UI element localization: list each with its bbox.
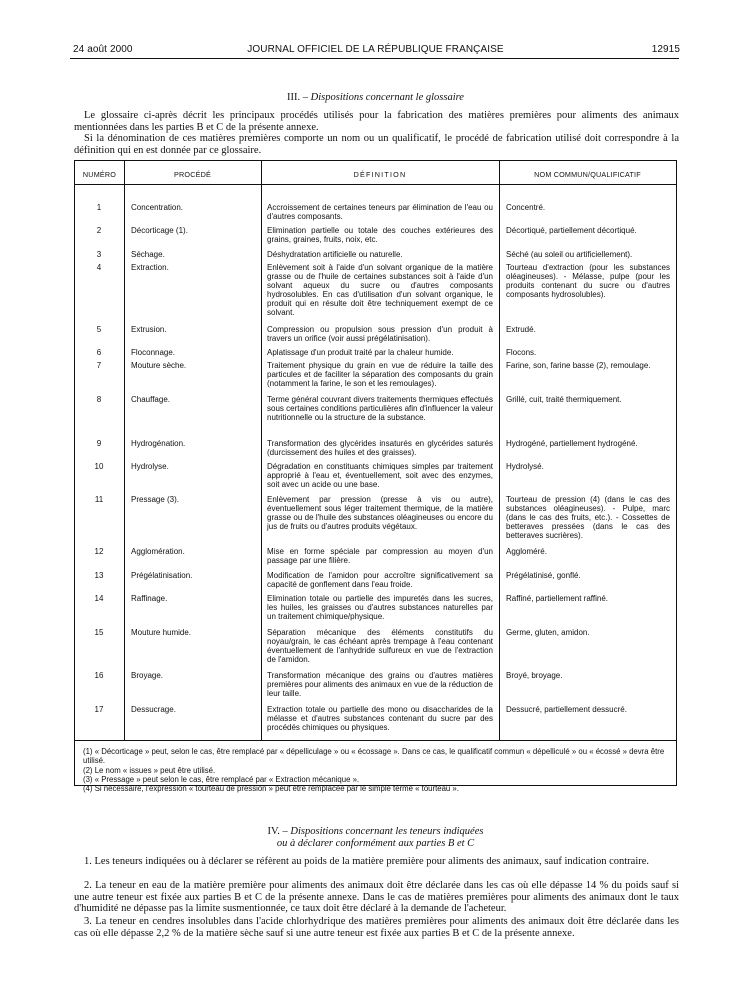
row-procede: Extrusion.	[131, 325, 167, 334]
row-definition: Enlèvement par pression (presse à vis ou autre), éventuellement sous léger traitement thermique, de la matière grasse ou de l'huile des substances oléagineuses ou encore du jus de fruits ou d'autres produits végétaux.	[267, 495, 493, 532]
row-definition: Dégradation en constituants chimiques simples par traitement approprié à l'eau et, éventuellement, soit avec des enzymes, soit avec un acide ou une base.	[267, 462, 493, 490]
column-divider	[261, 161, 262, 741]
row-definition: Enlèvement soit à l'aide d'un solvant organique de la matière grasse ou de l'huile de certaines substances soit à l'aide d'un solvant aqueux du sucre ou d'autres composants hydrosolubles. En cas d'utilisation d'un solvant organique, le produit qui en résulte doit être techniquement exempt de ce solvant.	[267, 263, 493, 318]
row-nom: Grillé, cuit, traité thermiquement.	[506, 395, 622, 404]
row-procede: Broyage.	[131, 671, 164, 680]
row-definition: Transformation des glycérides insaturés en glycérides saturés (durcissement des huiles et des graisses).	[267, 439, 493, 458]
footnote-1: (1) « Décorticage » peut, selon le cas, être remplacé par « dépelliculage » ou « écossage ». Dans ce cas, le qualificatif commun « dépelliculé » ou « écossé » devra être utilisé.	[83, 747, 665, 766]
section-3-title	[0, 92, 751, 103]
row-procede: Pressage (3).	[131, 495, 180, 504]
row-procede: Concentration.	[131, 203, 184, 212]
row-procede: Extraction.	[131, 263, 169, 272]
header-rule	[70, 58, 679, 59]
row-number: 10	[94, 462, 104, 471]
section-4-title-line-1: Dispositions concernant les teneurs indiquées	[290, 826, 484, 837]
row-nom: Prégélatinisé, gonflé.	[506, 571, 581, 580]
row-number: 13	[94, 571, 104, 580]
row-number: 6	[96, 348, 102, 357]
column-header-definition: DÉFINITION	[353, 170, 407, 179]
row-number: 3	[96, 250, 102, 259]
row-number: 8	[96, 395, 102, 404]
header-date: 24 août 2000	[73, 44, 133, 55]
section-4-number: IV. –	[267, 826, 288, 837]
row-procede: Dessucrage.	[131, 705, 176, 714]
row-nom: Farine, son, farine basse (2), remoulage.	[506, 361, 651, 370]
row-procede: Décorticage (1).	[131, 226, 188, 235]
row-definition: Accroissement de certaines teneurs par élimination de l'eau ou d'autres composants.	[267, 203, 493, 222]
row-number: 4	[96, 263, 102, 272]
column-divider	[124, 161, 125, 741]
row-nom: Aggloméré.	[506, 547, 547, 556]
header-row-divider	[75, 184, 676, 185]
row-definition: Terme général couvrant divers traitements thermiques effectués sous certaines conditions particulières afin d'influencer la valeur nutritionnelle ou la structure de la substance.	[267, 395, 493, 423]
row-number: 7	[96, 361, 102, 370]
row-procede: Séchage.	[131, 250, 165, 259]
header-journal-title: JOURNAL OFFICIEL DE LA RÉPUBLIQUE FRANÇAISE	[247, 44, 504, 55]
row-nom: Tourteau d'extraction (pour les substances oléagineuses). - Mélasse, pulpe (pour les produits contenant du sucre ou d'autres composants hydrosolubles).	[506, 263, 670, 300]
column-header-nom: NOM COMMUN/QUALIFICATIF	[534, 170, 641, 179]
row-definition: Aplatissage d'un produit traité par la chaleur humide.	[267, 348, 454, 357]
column-header-procede: PROCÉDÉ	[174, 170, 211, 179]
table-footnotes	[83, 747, 668, 793]
row-definition: Mise en forme spéciale par compression au moyen d'un passage par une filière.	[267, 547, 493, 566]
row-definition: Modification de l'amidon pour accroître significativement sa capacité de gonflement dans l'eau froide.	[267, 571, 493, 590]
footnote-2: (2) Le nom « issues » peut être utilisé.	[83, 765, 216, 775]
row-definition: Séparation mécanique des éléments constitutifs du noyau/grain, le cas échéant après trempage à l'eau contenant éventuellement de l'anhydride sulfureux en vue de l'extraction de l'amidon.	[267, 628, 493, 665]
row-procede: Prégélatinisation.	[131, 571, 193, 580]
row-procede: Mouture sèche.	[131, 361, 187, 370]
row-number: 15	[94, 628, 104, 637]
row-procede: Mouture humide.	[131, 628, 192, 637]
section-4-paragraph-2: 2. La teneur en eau de la matière première pour aliments des animaux doit être déclarée dans les cas où elle dépasse 14 % du poids sauf si une autre teneur est fixée aux parties B et C de la présente annexe. Dans le cas de matières premières pour aliments des animaux dont le taux d'humidité ne dépasse pas la limite susmentionnée, ce taux doit être déclaré à la demande de l'acheteur.	[74, 880, 679, 914]
section-4-title-line-2: ou à déclarer conformément aux parties B et C	[276, 838, 475, 849]
row-definition: Transformation mécanique des grains ou d'autres matières premières pour aliments des animaux en vue de la réduction de leur taille.	[267, 671, 493, 699]
row-number: 2	[96, 226, 102, 235]
row-number: 16	[94, 671, 104, 680]
row-nom: Concentré.	[506, 203, 546, 212]
column-header-numero: NUMÉRO	[82, 170, 117, 179]
row-nom: Hydrolysé.	[506, 462, 544, 471]
row-procede: Raffinage.	[131, 594, 168, 603]
row-nom: Tourteau de pression (4) (dans le cas des substances oléagineuses). - Pulpe, marc (dans le cas des fruits, etc.). - Cossettes de betteraves pressées (dans le cas des betteraves sucrières).	[506, 495, 670, 541]
row-number: 1	[96, 203, 102, 212]
row-nom: Raffiné, partiellement raffiné.	[506, 594, 608, 603]
row-definition: Elimination partielle ou totale des couches extérieures des grains, graines, fruits, noix, etc.	[267, 226, 493, 245]
section-3-number: III. –	[287, 92, 309, 103]
row-procede: Chauffage.	[131, 395, 170, 404]
row-nom: Flocons.	[506, 348, 537, 357]
row-nom: Broyé, broyage.	[506, 671, 563, 680]
row-number: 12	[94, 547, 104, 556]
row-number: 5	[96, 325, 102, 334]
section-3-paragraph-2: Si la dénomination de ces matières premières comporte un nom ou un qualificatif, le procédé de fabrication utilisé doit correspondre à la définition qui en est donnée par ce glossaire.	[74, 133, 679, 156]
row-procede: Floconnage.	[131, 348, 176, 357]
section-4-paragraph-3: 3. La teneur en cendres insolubles dans l'acide chlorhydrique des matières premières pour aliments des animaux doit être déclarée dans les cas où elle dépasse 2,2 % de la matière sèche sauf si une autre teneur est fixée aux parties B et C de la présente annexe.	[74, 916, 679, 939]
row-number: 17	[94, 705, 104, 714]
row-definition: Compression ou propulsion sous pression d'un produit à travers un orifice (voir aussi prégélatinisation).	[267, 325, 493, 344]
row-nom: Séché (au soleil ou artificiellement).	[506, 250, 633, 259]
section-4-paragraph-1: 1. Les teneurs indiquées ou à déclarer se réfèrent au poids de la matière première pour aliments des animaux, sauf indication contraire.	[84, 856, 650, 867]
row-nom: Hydrogéné, partiellement hydrogéné.	[506, 439, 638, 448]
glossary-table	[74, 160, 677, 794]
section-4-title	[0, 826, 751, 837]
row-nom: Germe, gluten, amidon.	[506, 628, 590, 637]
section-3-title-text: Dispositions concernant le glossaire	[310, 92, 464, 103]
row-procede: Hydrogénation.	[131, 439, 186, 448]
column-divider	[499, 161, 500, 741]
notes-divider	[75, 740, 676, 741]
row-definition: Elimination totale ou partielle des impuretés dans les sucres, les huiles, les graisses ou d'autres substances naturelles par un traitement chimique/physique.	[267, 594, 493, 622]
row-nom: Extrudé.	[506, 325, 536, 334]
row-number: 9	[96, 439, 102, 448]
footnote-4: (4) Si nécessaire, l'expression « tourteau de pression » peut être remplacée par le simple terme « tourteau ».	[83, 784, 459, 794]
row-nom: Dessucré, partiellement dessucré.	[506, 705, 627, 714]
section-3-paragraph-1: Le glossaire ci-après décrit les principaux procédés utilisés pour la fabrication des matières premières pour aliments des animaux mentionnées dans les parties B et C de la présente annexe.	[74, 110, 679, 133]
footnote-3: (3) « Pressage » peut selon le cas, être remplacé par « Extraction mécanique ».	[83, 774, 360, 784]
row-number: 14	[94, 594, 104, 603]
row-definition: Extraction totale ou partielle des mono ou disaccharides de la mélasse et d'autres substances contenant du sucre par des procédés chimiques ou physiques.	[267, 705, 493, 733]
row-definition: Déshydratation artificielle ou naturelle.	[267, 250, 403, 259]
row-definition: Traitement physique du grain en vue de réduire la taille des particules et de faciliter la séparation des composants du grain (notamment la farine, le son et les remoulages).	[267, 361, 493, 389]
row-procede: Agglomération.	[131, 547, 185, 556]
row-nom: Décortiqué, partiellement décortiqué.	[506, 226, 637, 235]
row-procede: Hydrolyse.	[131, 462, 169, 471]
header-page-number: 12915	[651, 44, 680, 55]
row-number: 11	[94, 495, 104, 504]
